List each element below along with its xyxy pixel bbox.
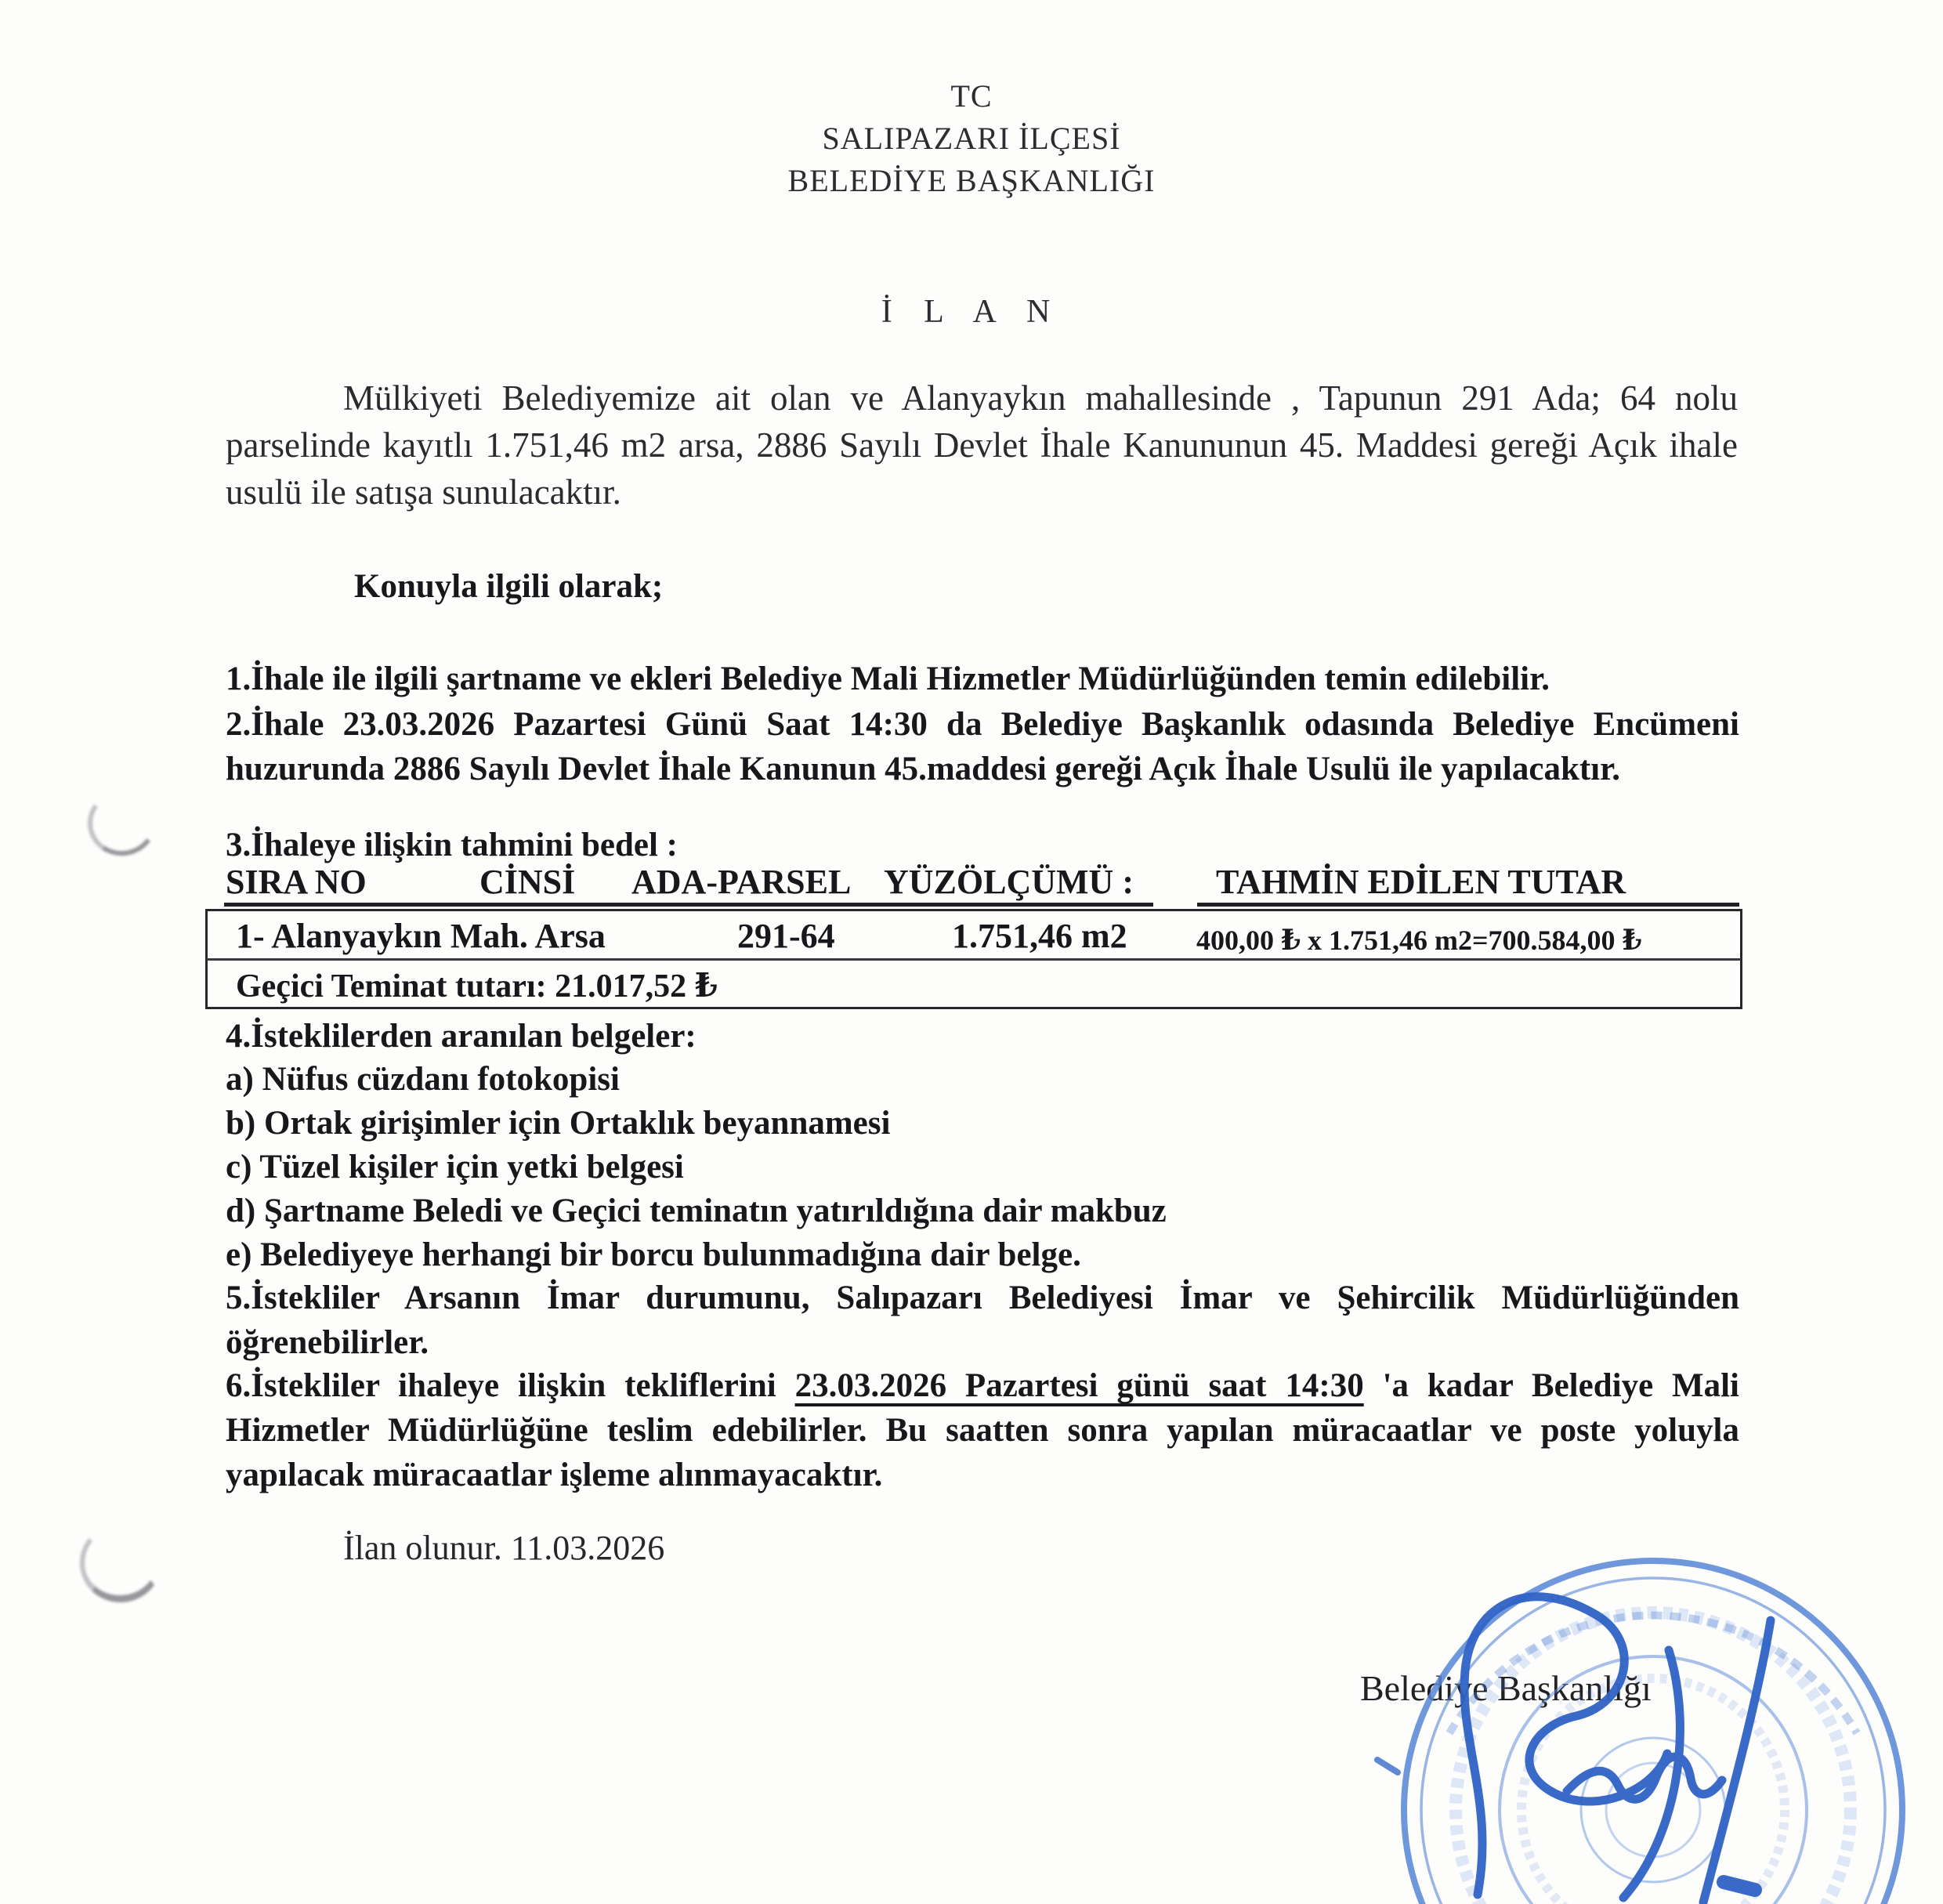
column-header-cinsi: CİNSİ [479,863,576,901]
list-item-6 [226,1363,1739,1497]
required-doc-e: e) Belediyeye herhangi bir borcu bulunmadığına dair belge. [226,1236,1081,1273]
tender-table [205,909,1742,1009]
header-underline-right [1197,903,1739,907]
required-doc-a: a) Nüfus cüzdanı fotokopisi [226,1061,620,1098]
intro-paragraph: Mülkiyeti Belediyemize ait olan ve Alanyaykın mahallesinde , Tapunun 291 Ada; 64 nolu parselinde kayıtlı 1.751,46 m2 arsa, 2886 Sayılı Devlet İhale Kanununun 45. Maddesi gereği Açık ihale usulü ile satışa sunulacaktır. [226,378,1738,512]
header-underline-left [224,903,1153,907]
list-item-4: 4.İsteklilerden aranılan belgeler: [226,1018,697,1055]
stamp-label: Belediye Başkanlığı [1360,1668,1652,1708]
letterhead-district: SALIPAZARI İLÇESİ [822,121,1121,156]
column-header-yuzolcumu: YÜZÖLÇÜMÜ : [884,863,1134,901]
required-documents-list [226,1058,1167,1277]
publication-line: İlan olunur. 11.03.2026 [343,1529,665,1567]
document-title: İ L A N [881,294,1062,330]
signature-scribble [1377,1597,1771,1902]
punch-hole-bottom [76,1519,165,1606]
letterhead-tc: TC [950,78,993,114]
teminat-row: Geçici Teminat tutarı: 21.017,52 ₺ [236,968,718,1004]
required-doc-b: b) Ortak girişimler için Ortaklık beyannamesi [226,1105,891,1142]
letterhead [0,75,1943,202]
required-doc-c: c) Tüzel kişiler için yetki belgesi [226,1149,684,1185]
row-yuzolcumu-cell: 1.751,46 m2 [952,917,1127,955]
item6-text-before: 6.İstekliler ihaleye ilişkin tekliflerini [226,1367,795,1404]
table-row-divider [207,958,1741,961]
list-item-3: 3.İhaleye ilişkin tahmini bedel : [226,827,678,863]
official-stamp [1332,1528,1943,1904]
column-header-tahmin-edilen-tutar: TAHMİN EDİLEN TUTAR [1216,863,1626,901]
subject-line: Konuyla ilgili olarak; [354,568,664,605]
punch-hole-top [82,784,161,861]
item6-deadline: 23.03.2026 Pazartesi günü saat 14:30 [794,1367,1364,1404]
row-cinsi-cell: 1- Alanyaykın Mah. Arsa [236,917,606,955]
row-ada-parsel-cell: 291-64 [737,917,835,955]
required-doc-d: d) Şartname Beledi ve Geçici teminatın yatırıldığına dair makbuz [226,1193,1167,1229]
list-item-5: 5.İstekliler Arsanın İmar durumunu, Salıpazarı Belediyesi İmar ve Şehircilik Müdürlüğünden öğrenebilirler. [226,1280,1739,1361]
column-header-sira-no: SIRA NO [226,863,367,901]
letterhead-municipality: BELEDİYE BAŞKANLIĞI [787,163,1156,198]
list-item-1: 1.İhale ile ilgili şartname ve ekleri Belediye Mali Hizmetler Müdürlüğünden temin edilebilir. [226,661,1550,697]
column-header-ada-parsel: ADA-PARSEL [631,863,852,901]
list-item-2: 2.İhale 23.03.2026 Pazartesi Günü Saat 14:30 da Belediye Başkanlık odasında Belediye Encümeni huzurunda 2886 Sayılı Devlet İhale Kanunun 45.maddesi gereği Açık İhale Usulü ile yapılacaktır. [226,706,1739,787]
item6-text-after: 'a kadar Belediye Mali Hizmetler Müdürlüğüne teslim edebilirler. Bu saatten sonra yapılan müracaatlar ve poste yoluyla yapılacak müracaatlar işleme alınmayacaktır. [226,1367,1740,1493]
row-tutar-cell: 400,00 ₺ x 1.751,46 m2=700.584,00 ₺ [1196,925,1642,956]
tender-table-header [0,862,1943,904]
